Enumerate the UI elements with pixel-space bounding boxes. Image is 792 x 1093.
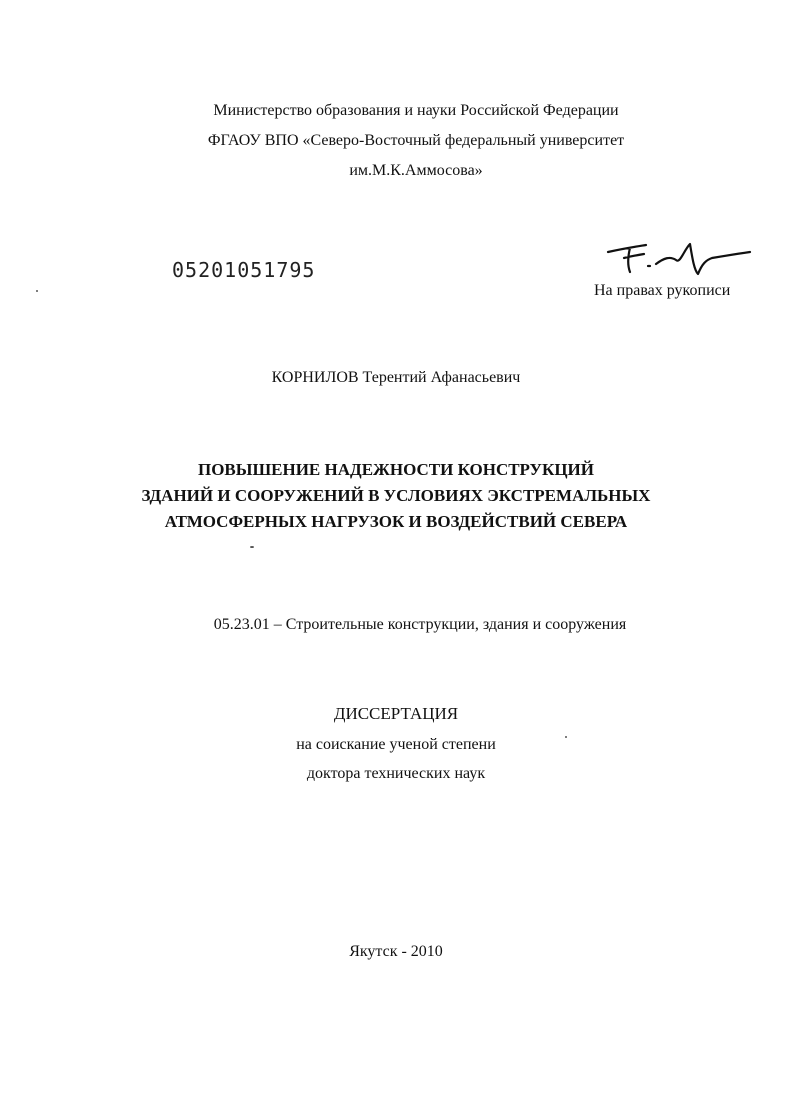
dissertation-title [0, 457, 792, 535]
university-name: ФГАОУ ВПО «Северо-Восточный федеральный университет [207, 132, 625, 149]
registration-code: 05201051795 [172, 258, 316, 282]
title-line-3: АТМОСФЕРНЫХ НАГРУЗОК И ВОЗДЕЙСТВИЙ СЕВЕРА [164, 512, 628, 531]
scan-speck [565, 736, 567, 738]
specialty-code [0, 616, 792, 634]
scan-speck [36, 290, 38, 292]
degree-name: доктора технических наук [306, 765, 486, 782]
degree-purpose: на соискание ученой степени [296, 736, 496, 753]
scan-speck [250, 546, 254, 548]
title-line-1: ПОВЫШЕНИЕ НАДЕЖНОСТИ КОНСТРУКЦИЙ [197, 460, 594, 479]
specialty-text: 05.23.01 – Строительные конструкции, здания и сооружения [213, 616, 627, 633]
rights-notice: На правах рукописи [594, 282, 731, 299]
university-named-after: им.М.К.Аммосова» [349, 162, 483, 179]
ministry-name: Министерство образования и науки Российской Федерации [213, 102, 619, 119]
signature-icon [606, 236, 752, 286]
title-line-2: ЗДАНИЙ И СООРУЖЕНИЙ В УСЛОВИЯХ ЭКСТРЕМАЛЬНЫХ [141, 486, 651, 505]
author-name: КОРНИЛОВ Терентий Афанасьевич [271, 369, 521, 386]
city-year: Якутск - 2010 [349, 943, 443, 960]
document-type-label: ДИССЕРТАЦИЯ [333, 704, 459, 723]
